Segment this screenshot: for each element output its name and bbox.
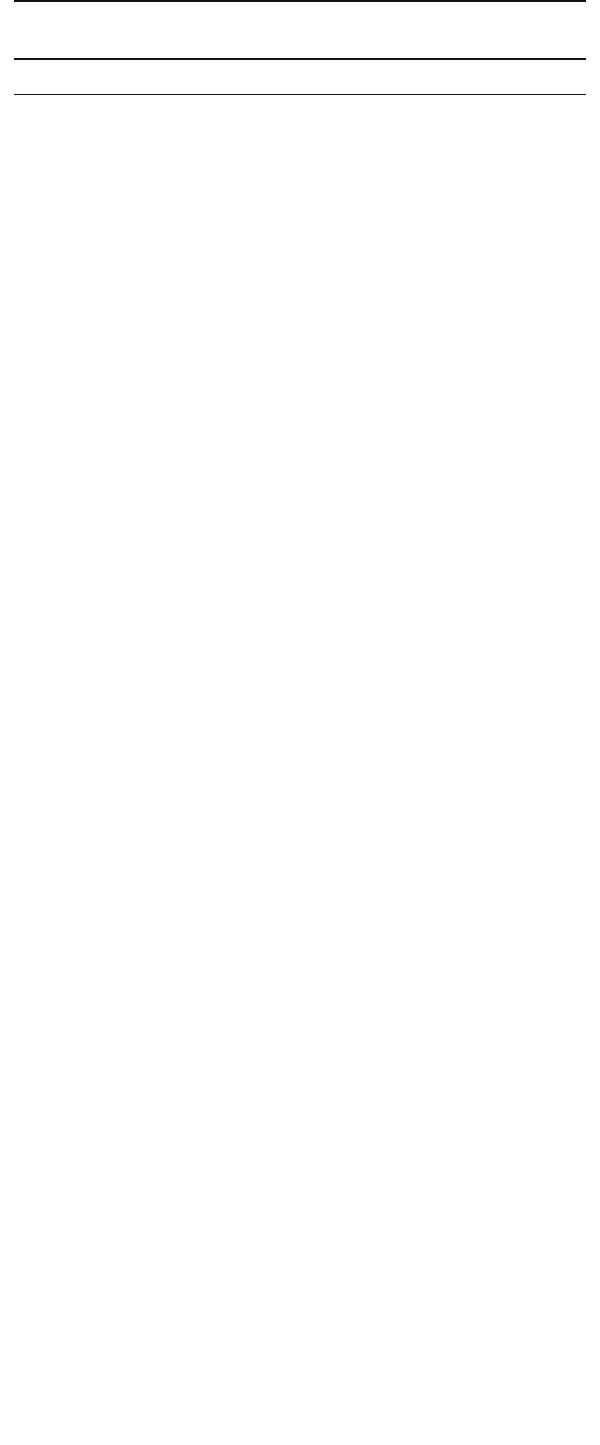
header-rule xyxy=(14,94,586,95)
top-rule xyxy=(14,58,586,60)
bottom-rule xyxy=(14,0,586,2)
